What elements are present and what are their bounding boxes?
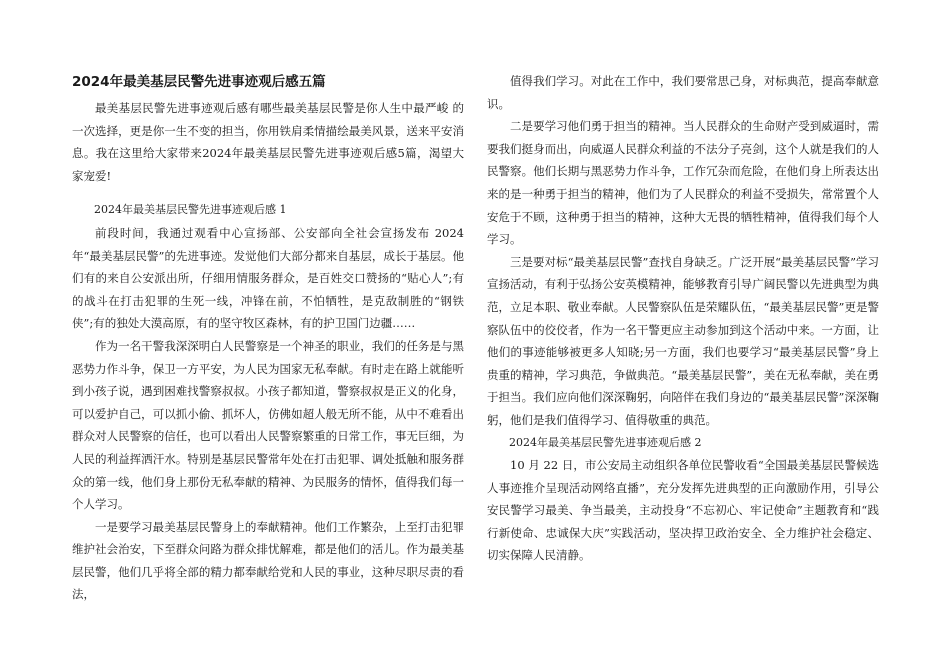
paragraph: 三是要对标“最美基层民警”查找自身缺乏。广泛开展“最美基层民警”学习宣扬活动，有利于弘扬公安英模精神，能够教育引导广阔民警以先进典型为典范，立足本职、敬业奉献。人民警察队伍是荣耀队伍，“最美基层民警”更是警察队伍中的佼佼者，作为一名干警更应主动参加到这个活动中来。一方面，让他们的事迹能够被更多人知晓;另一方面，我们也要学习“最美基层民警”身上贵重的精神，学习典范，争做典范。“最美基层民警”，美在无私奉献，美在勇于担当。我们应向他们深深鞠躬，向陪伴在我们身边的“最美基层民警”深深鞠躬，他们是我们值得学习、值得敬重的典范。 [487,254,879,427]
paragraph: 前段时间，我通过观看中心宣扬部、公安部向全社会宣扬发布 2024 年“最美基层民警”的先进事迹。发觉他们大部分都来自基层，成长于基层。他们有的来自公安派出所，仔细用情服务群众，是百姓交口赞扬的“贴心人”;有的战斗在打击犯罪的生死一线，冲锋在前，不怕牺牲，是克敌制胜的“钢铁侠”;有的独处大漠高原，有的坚守牧区森林，有的护卫国门边疆…… [72,225,464,331]
section-heading-1: 2024年最美基层民警先进事迹观后感 1 [94,203,287,217]
paragraph: 作为一名干警我深深明白人民警察是一个神圣的职业，我们的任务是与黑恶势力作斗争，保卫一方平安，为人民为国家无私奉献。有时走在路上就能听到小孩子说，遇到困难找警察叔叔。小孩子都知道，警察叔叔是正义的化身，可以爱护自己，可以抓小偷、抓坏人，仿佛如超人般无所不能，从中不难看出群众对人民警察的信任，也可以看出人民警察繁重的日常工作，事无巨细，为人民的利益挥洒汗水。特别是基层民警常年处在打击犯罪、调处抵触和服务群众的第一线，他们身上那份无私奉献的精神、为民服务的情怀，值得我们每一个人学习。 [72,338,464,512]
paragraph: 值得我们学习。对此在工作中，我们要常思己身，对标典范，提高奉献意识。 [487,74,879,111]
left-column [72,72,464,606]
section-heading-2: 2024年最美基层民警先进事迹观后感 2 [509,435,702,449]
right-column [487,70,879,567]
intro-paragraph: 最美基层民警先进事迹观后感有哪些最美基层民警是你人生中最严峻 的一次选择，更是你一生不变的担当，你用铁肩柔情描绘最美风景，送来平安消息。我在这里给大家带来2024年最美基层民警先进事迹观后感5篇，渴望大家宠爱! [72,101,464,183]
paragraph: 二是要学习他们勇于担当的精神。当人民群众的生命财产受到威逼时，需要我们挺身而出，向威逼人民群众利益的不法分子亮剑，这个人就是我们的人民警察。他们长期与黑恶势力作斗争，工作冗杂而危险，在他们身上所表达出来的是一种勇于担当的精神，他们为了人民群众的利益不受损失，常常置个人安危于不顾，这种勇于担当的精神，这种大无畏的牺牲精神，值得我们每个人学习。 [487,119,879,247]
paragraph: 一是要学习最美基层民警身上的奉献精神。他们工作繁杂，上至打击犯罪维护社会治安，下至群众问路为群众排忧解难，都是他们的活儿。作为最美基层民警，他们几乎将全部的精力都奉献给党和人民的事业，这种尽职尽责的看法， [72,519,464,602]
paragraph: 10 月 22 日，市公安局主动组织各单位民警收看“全国最美基层民警候选人事迹推介呈现活动网络直播”，充分发挥先进典型的正向激励作用，引导公安民警学习最美、争当最美，主动投身“不忘初心、牢记使命”主题教育和“践行新使命、忠诚保大庆”实践活动，坚决捍卫政治安全、全力维护社会稳定、切实保障人民清静。 [487,458,879,563]
document-title: 2024年最美基层民警先进事迹观后感五篇 [72,74,326,90]
